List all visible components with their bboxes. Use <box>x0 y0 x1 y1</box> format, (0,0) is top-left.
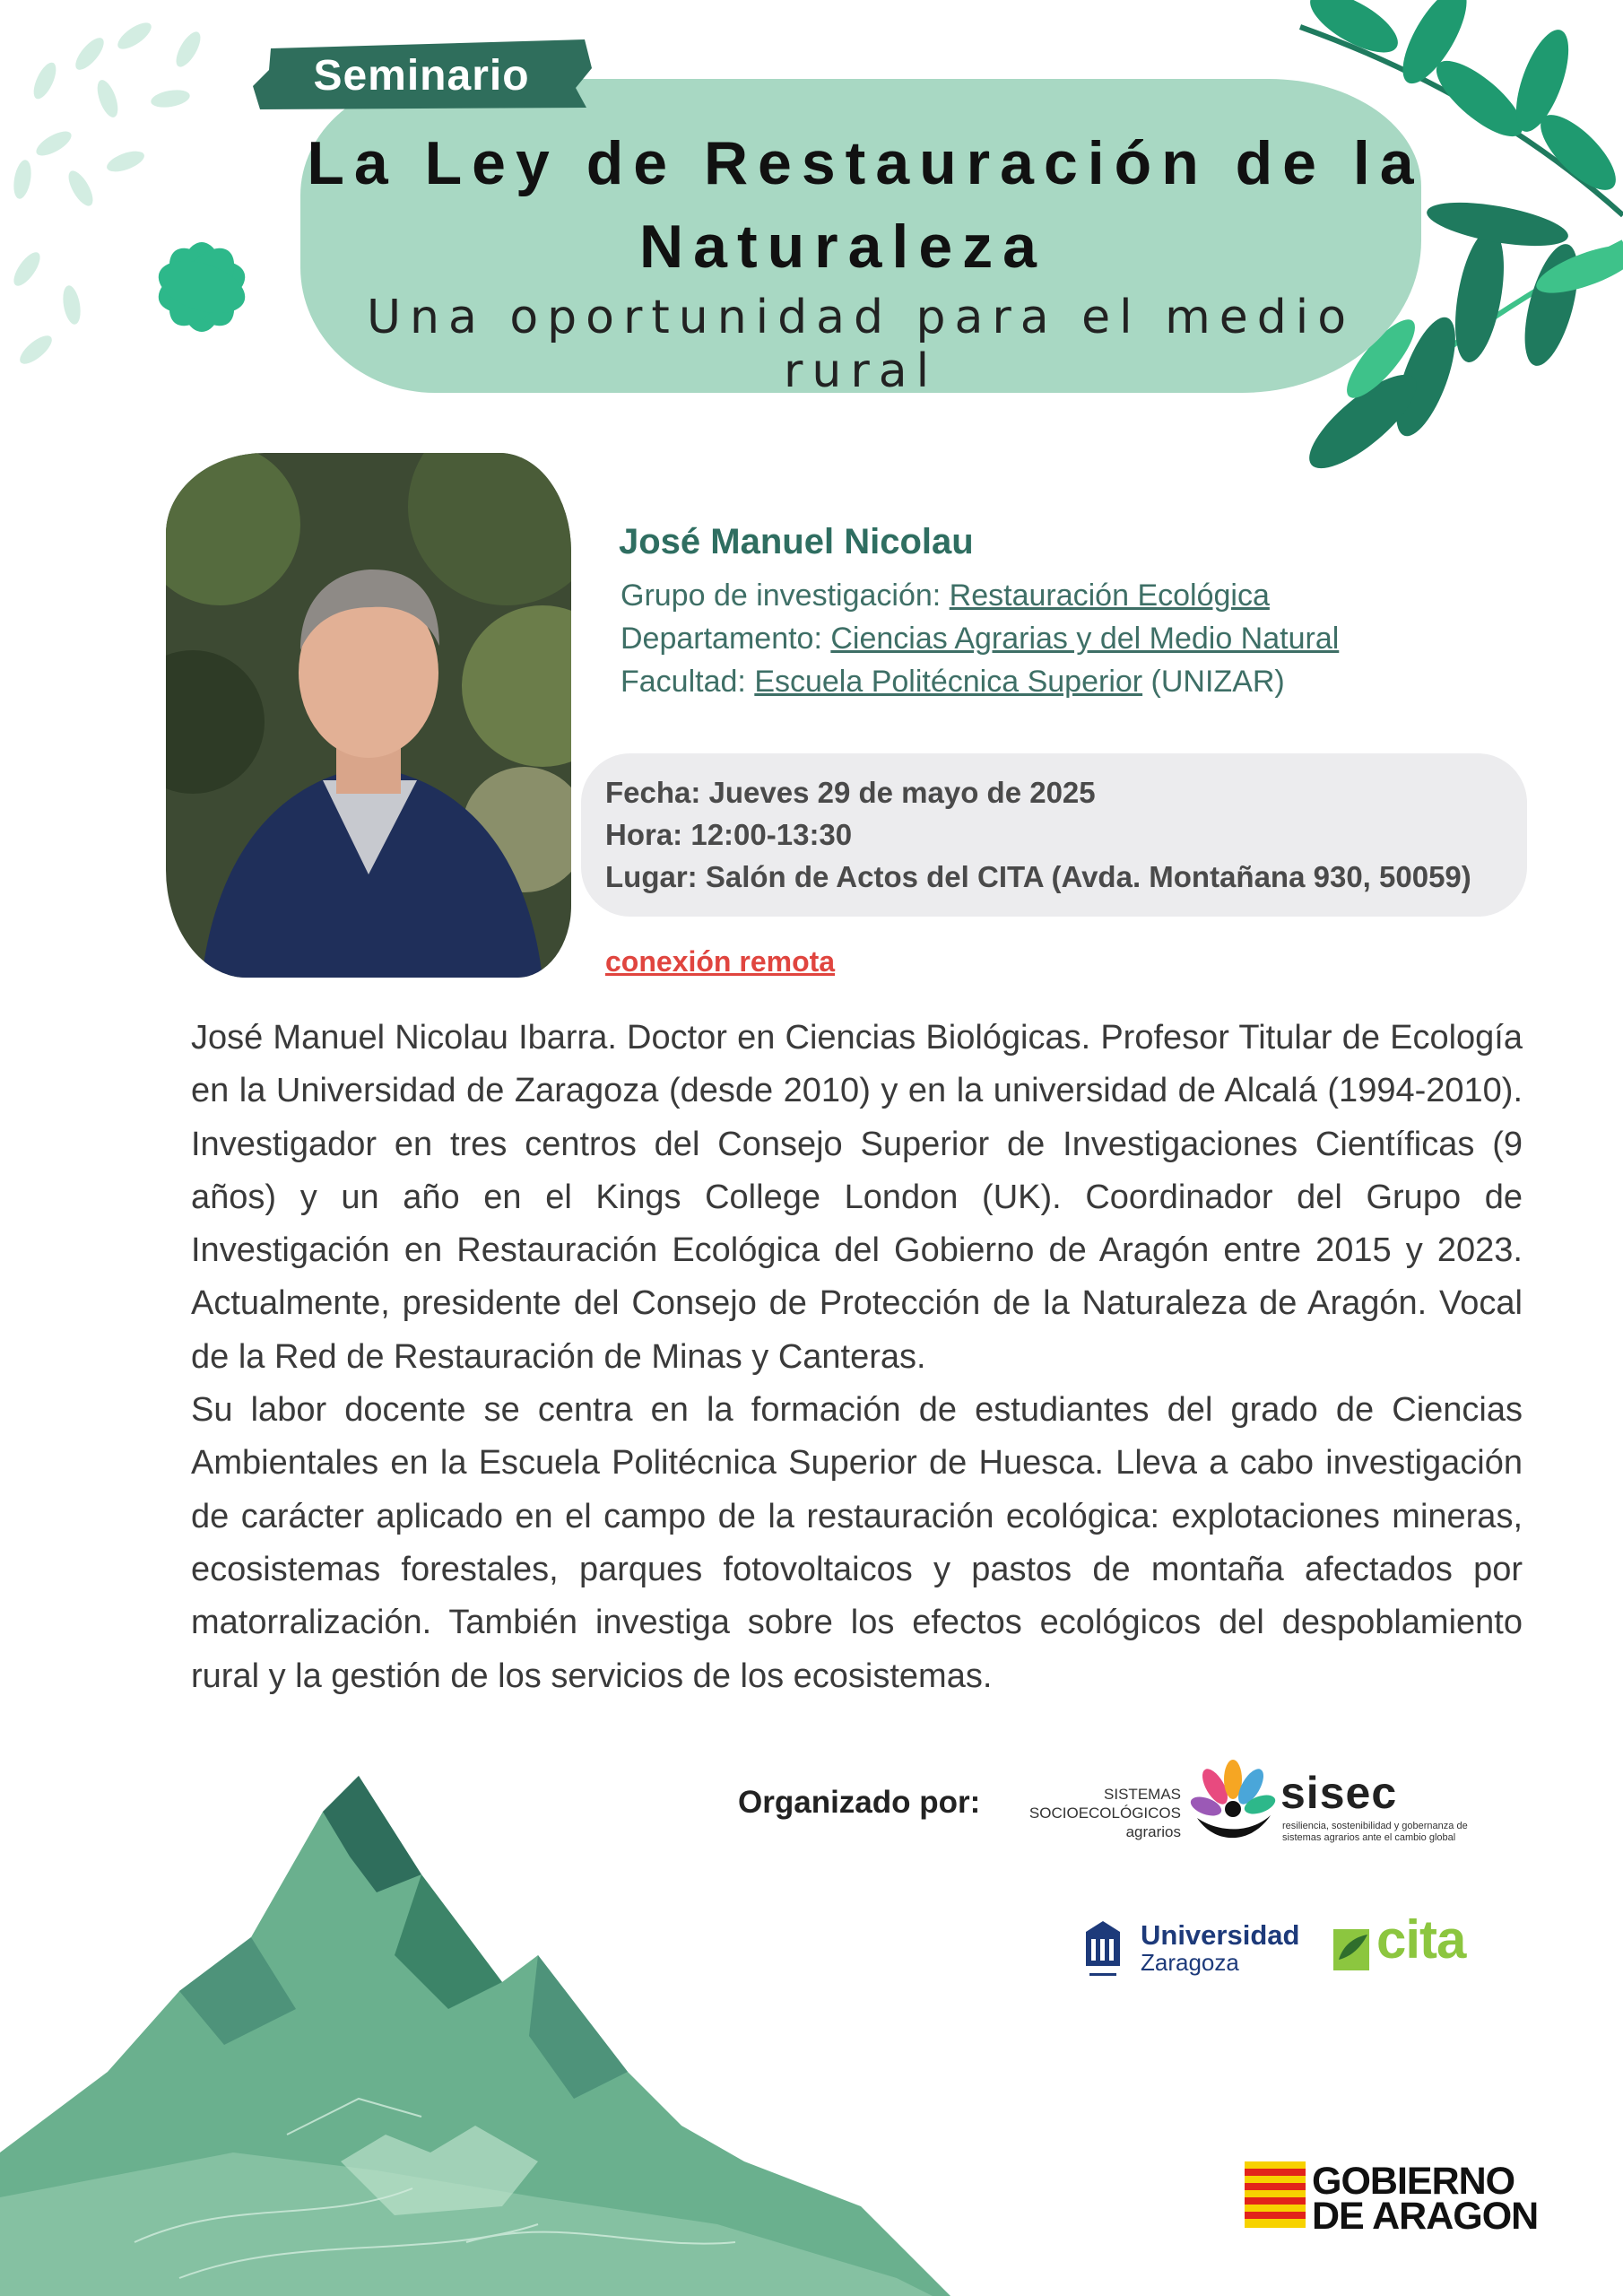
speaker-bio <box>191 1012 1523 1703</box>
bio-paragraph-2: Su labor docente se centra en la formación de estudiantes del grado de Ciencias Ambientales en la Escuela Politécnica Superior de Huesca. Lleva a cabo investigación de carácter aplicado en el campo de la restauración ecológica: explotaciones mineras, ecosistemas forestales, parques fotovoltaicos y pastos de montaña afectados por matorralización. También investiga sobre los efectos ecológicos del despoblamiento rural y la gestión de los servicios de los ecosistemas. <box>191 1391 1523 1695</box>
seminar-tag: Seminario <box>313 52 530 100</box>
sisec-logo-icon <box>1188 1760 1278 1849</box>
event-time: Hora: 12:00-13:30 <box>605 818 853 851</box>
faculty-suffix: (UNIZAR) <box>1142 665 1285 699</box>
research-group <box>621 578 1270 613</box>
research-group-label: Grupo de investigación: <box>621 578 950 613</box>
faculty-label: Facultad: <box>621 665 755 699</box>
cita-logo-icon <box>1332 1924 1375 1976</box>
sisec-small-line-3: agrarios <box>1125 1823 1181 1840</box>
department-label: Departamento: <box>621 622 831 656</box>
sisec-small-text <box>1006 1785 1181 1841</box>
research-group-link[interactable]: Restauración Ecológica <box>949 578 1270 613</box>
subtitle: Una oportunidad para el medio rural <box>366 291 1356 398</box>
speaker-name: José Manuel Nicolau <box>619 522 974 561</box>
unizar-logo-line-2: Zaragoza <box>1141 1949 1239 1976</box>
title-continuation: Naturaleza <box>639 213 1046 281</box>
event-location: Lugar: Salón de Actos del CITA (Avda. Montañana 930, 50059) <box>605 860 1471 893</box>
unizar-logo-line-1: Universidad <box>1141 1919 1300 1951</box>
remote-connection-link[interactable]: conexión remota <box>605 945 836 978</box>
unizar-logo-icon <box>1081 1919 1125 1980</box>
department-link[interactable]: Ciencias Agrarias y del Medio Natural <box>830 622 1340 656</box>
event-date: Fecha: Jueves 29 de mayo de 2025 <box>605 776 1096 809</box>
bio-paragraph-1: José Manuel Nicolau Ibarra. Doctor en Ciencias Biológicas. Profesor Titular de Ecología en la Universidad de Zaragoza (desde 2010) y en la universidad de Alcalá (1994-2010). Investigador en tres centros del Consejo Superior de Investigaciones Científicas (9 años) y un año en el Kings College London (UK). Coordinador del Grupo de Investigación en Restauración Ecológica del Gobierno de Aragón entre 2015 y 2023. Actualmente, presidente del Consejo de Protección de la Naturaleza de Aragón. Vocal de la Red de Restauración de Minas y Canteras. <box>191 1019 1523 1376</box>
decorative-leaf-dots <box>0 0 296 386</box>
sisec-small-line-2: SOCIOECOLÓGICOS <box>1028 1805 1181 1822</box>
sisec-logo-text: sisec <box>1280 1768 1398 1818</box>
gobierno-aragon-line-2: DE ARAGON <box>1312 2195 1539 2238</box>
aragon-flag-icon <box>1245 2161 1306 2228</box>
sisec-small-line-1: SISTEMAS <box>1104 1786 1181 1803</box>
cita-logo-text: cita <box>1376 1909 1466 1970</box>
faculty-link[interactable]: Escuela Politécnica Superior <box>754 665 1143 699</box>
organized-by-label: Organizado por: <box>738 1785 981 1820</box>
faculty <box>621 665 1285 700</box>
speaker-photo <box>166 453 571 978</box>
title: La Ley de Restauración de la <box>307 129 1424 197</box>
department <box>621 622 1339 657</box>
sisec-tagline: resiliencia, sostenibilidad y gobernanza de sistemas agrarios ante el cambio global <box>1282 1821 1468 1843</box>
gobierno-aragon-line-1: GOBIERNO <box>1312 2160 1515 2203</box>
